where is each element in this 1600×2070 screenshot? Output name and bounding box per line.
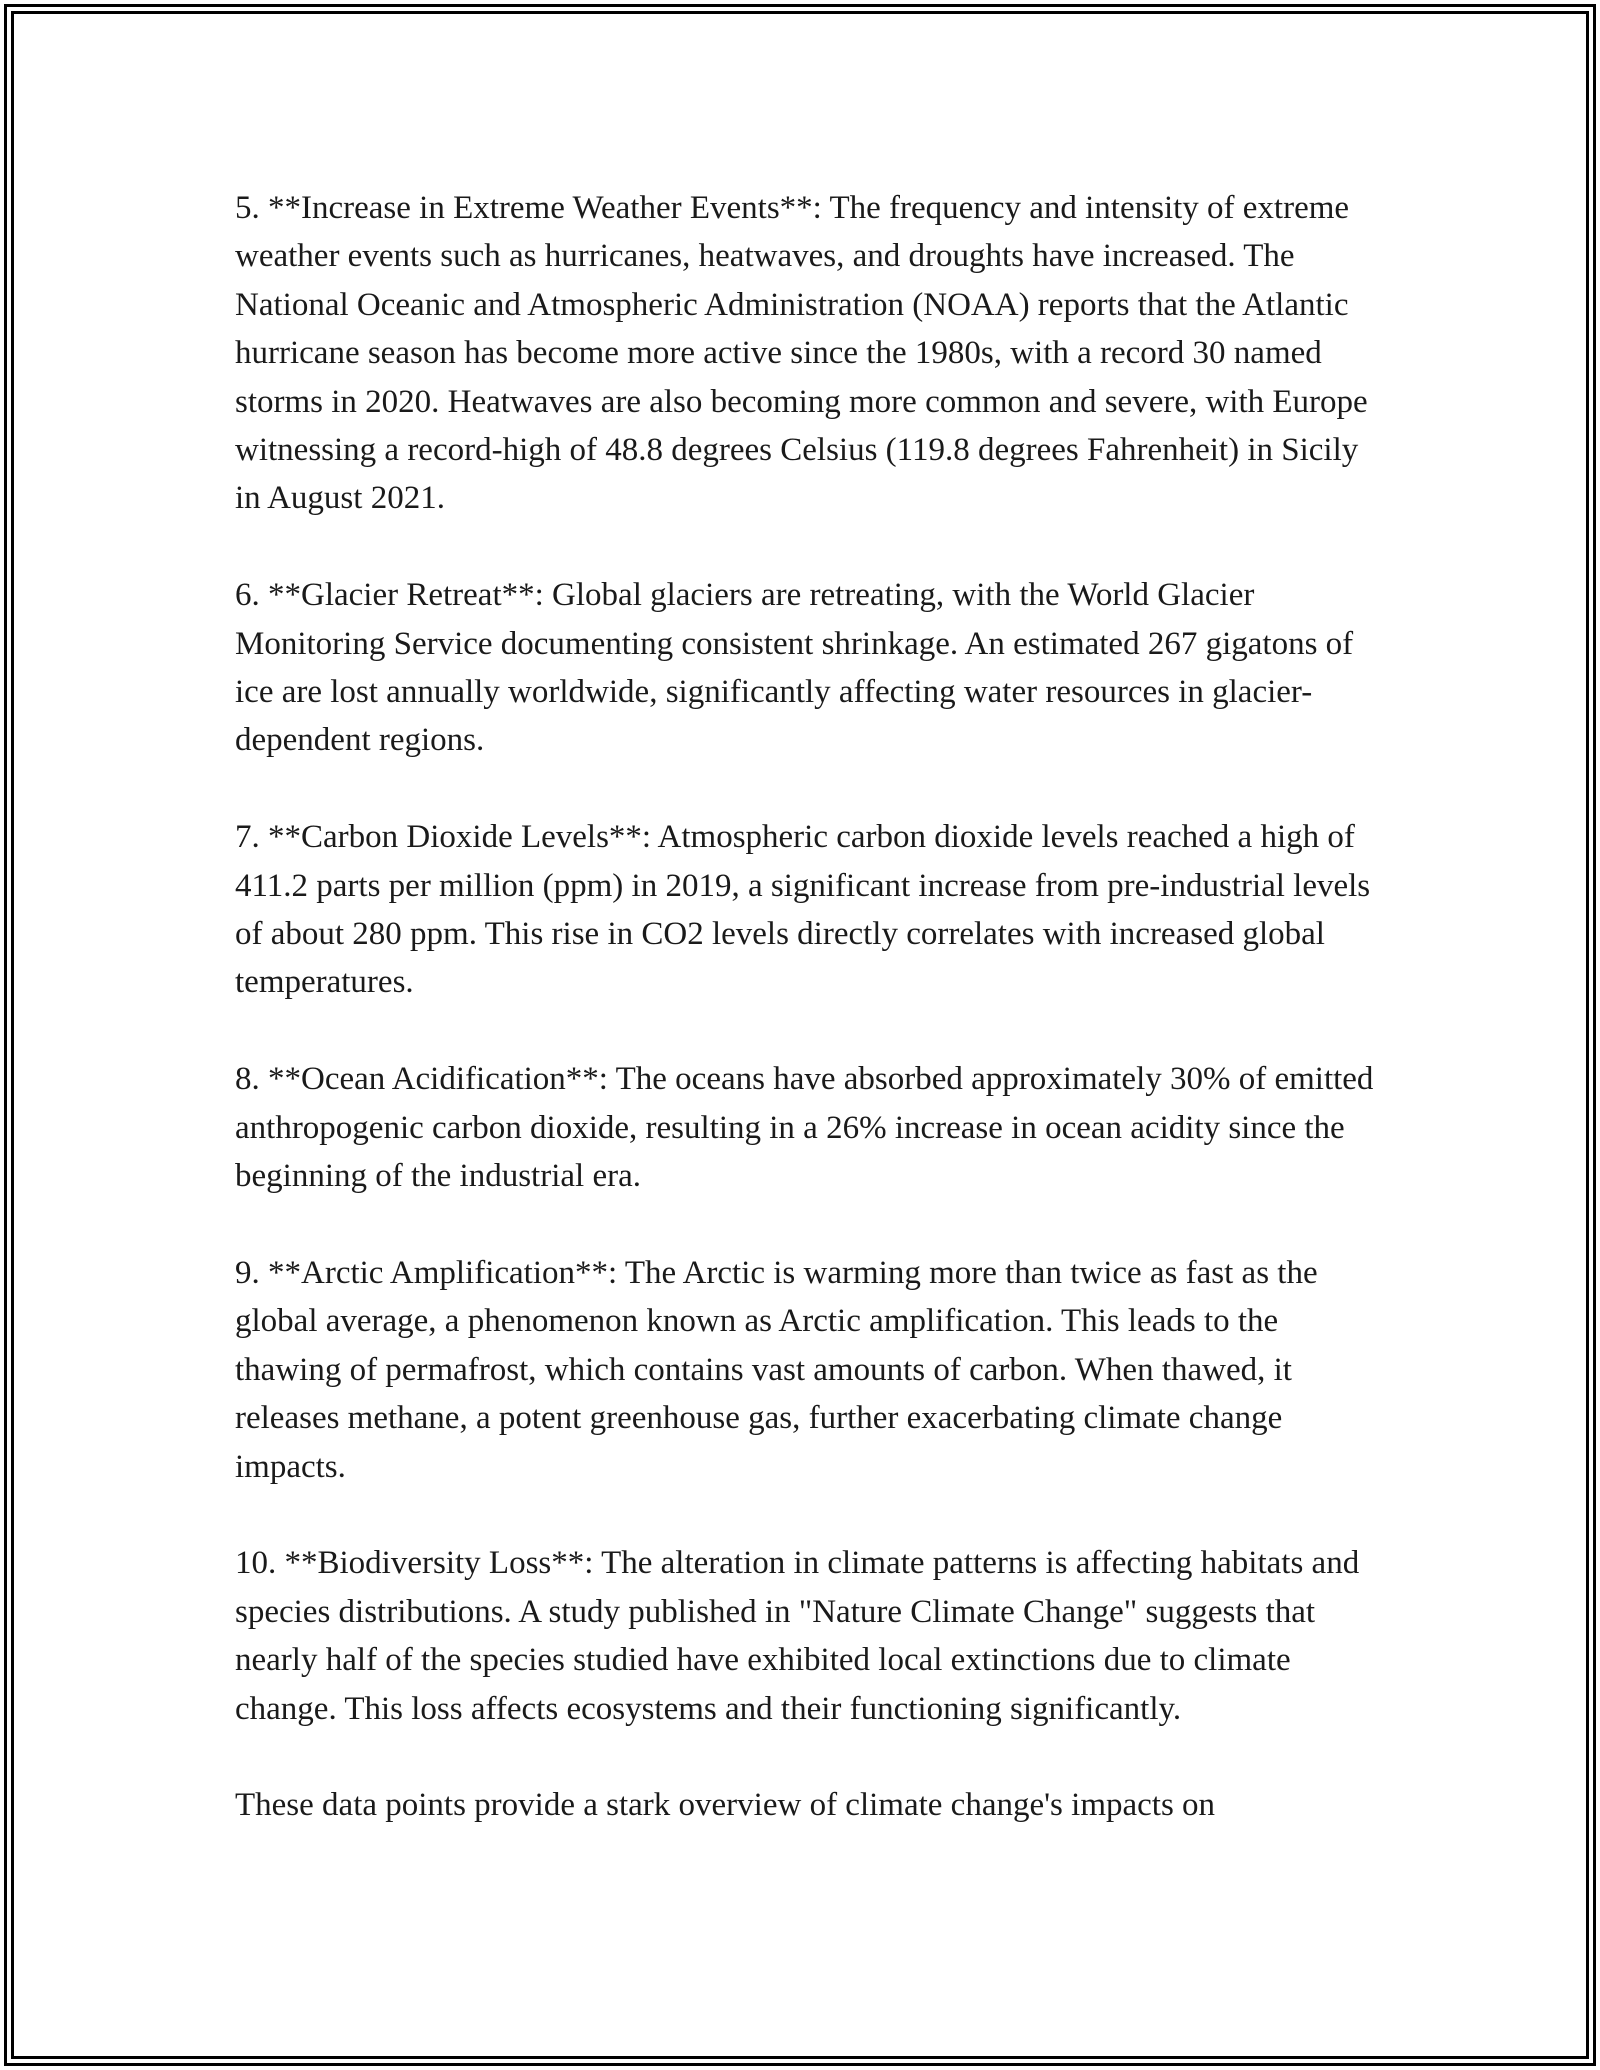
paragraph-carbon-dioxide: 7. **Carbon Dioxide Levels**: Atmospheric carbon dioxide levels reached a high of 411.2 parts per million (ppm) in 2019, a significant increase from pre-industrial levels of about 280 ppm. This rise in CO2 levels directly correlates with increased global temperatures. — [235, 819, 1371, 1001]
document-body — [235, 184, 1380, 1878]
paragraph-arctic-amplification: 9. **Arctic Amplification**: The Arctic is warming more than twice as fast as the global average, a phenomenon known as Arctic amplification. This leads to the thawing of permafrost, which contains vast amounts of carbon. When thawed, it releases methane, a potent greenhouse gas, further exacerbating climate change impacts. — [235, 1254, 1318, 1485]
paragraph-glacier-retreat: 6. **Glacier Retreat**: Global glaciers are retreating, with the World Glacier Monitoring Service documenting consistent shrinkage. An estimated 267 gigatons of ice are lost annually worldwide, significantly affecting water resources in glacier-dependent regions. — [235, 577, 1354, 759]
paragraph-biodiversity-loss: 10. **Biodiversity Loss**: The alteration in climate patterns is affecting habitats and species distributions. A study published in "Nature Climate Change" suggests that nearly half of the species studied have exhibited local extinctions due to climate change. This loss affects ecosystems and their functioning significantly. — [235, 1545, 1360, 1727]
paragraph-ocean-acidification: 8. **Ocean Acidification**: The oceans have absorbed approximately 30% of emitted anthropogenic carbon dioxide, resulting in a 26% increase in ocean acidity since the beginning of the industrial era. — [235, 1061, 1374, 1195]
paragraph-extreme-weather: 5. **Increase in Extreme Weather Events**: The frequency and intensity of extreme weather events such as hurricanes, heatwaves, and droughts have increased. The National Oceanic and Atmospheric Administration (NOAA) reports that the Atlantic hurricane season has become more active since the 1980s, with a record 30 named storms in 2020. Heatwaves are also becoming more common and severe, with Europe witnessing a record-high of 48.8 degrees Celsius (119.8 degrees Fahrenheit) in Sicily in August 2021. — [235, 190, 1368, 517]
paragraph-conclusion: These data points provide a stark overview of climate change's impacts on — [235, 1787, 1216, 1824]
